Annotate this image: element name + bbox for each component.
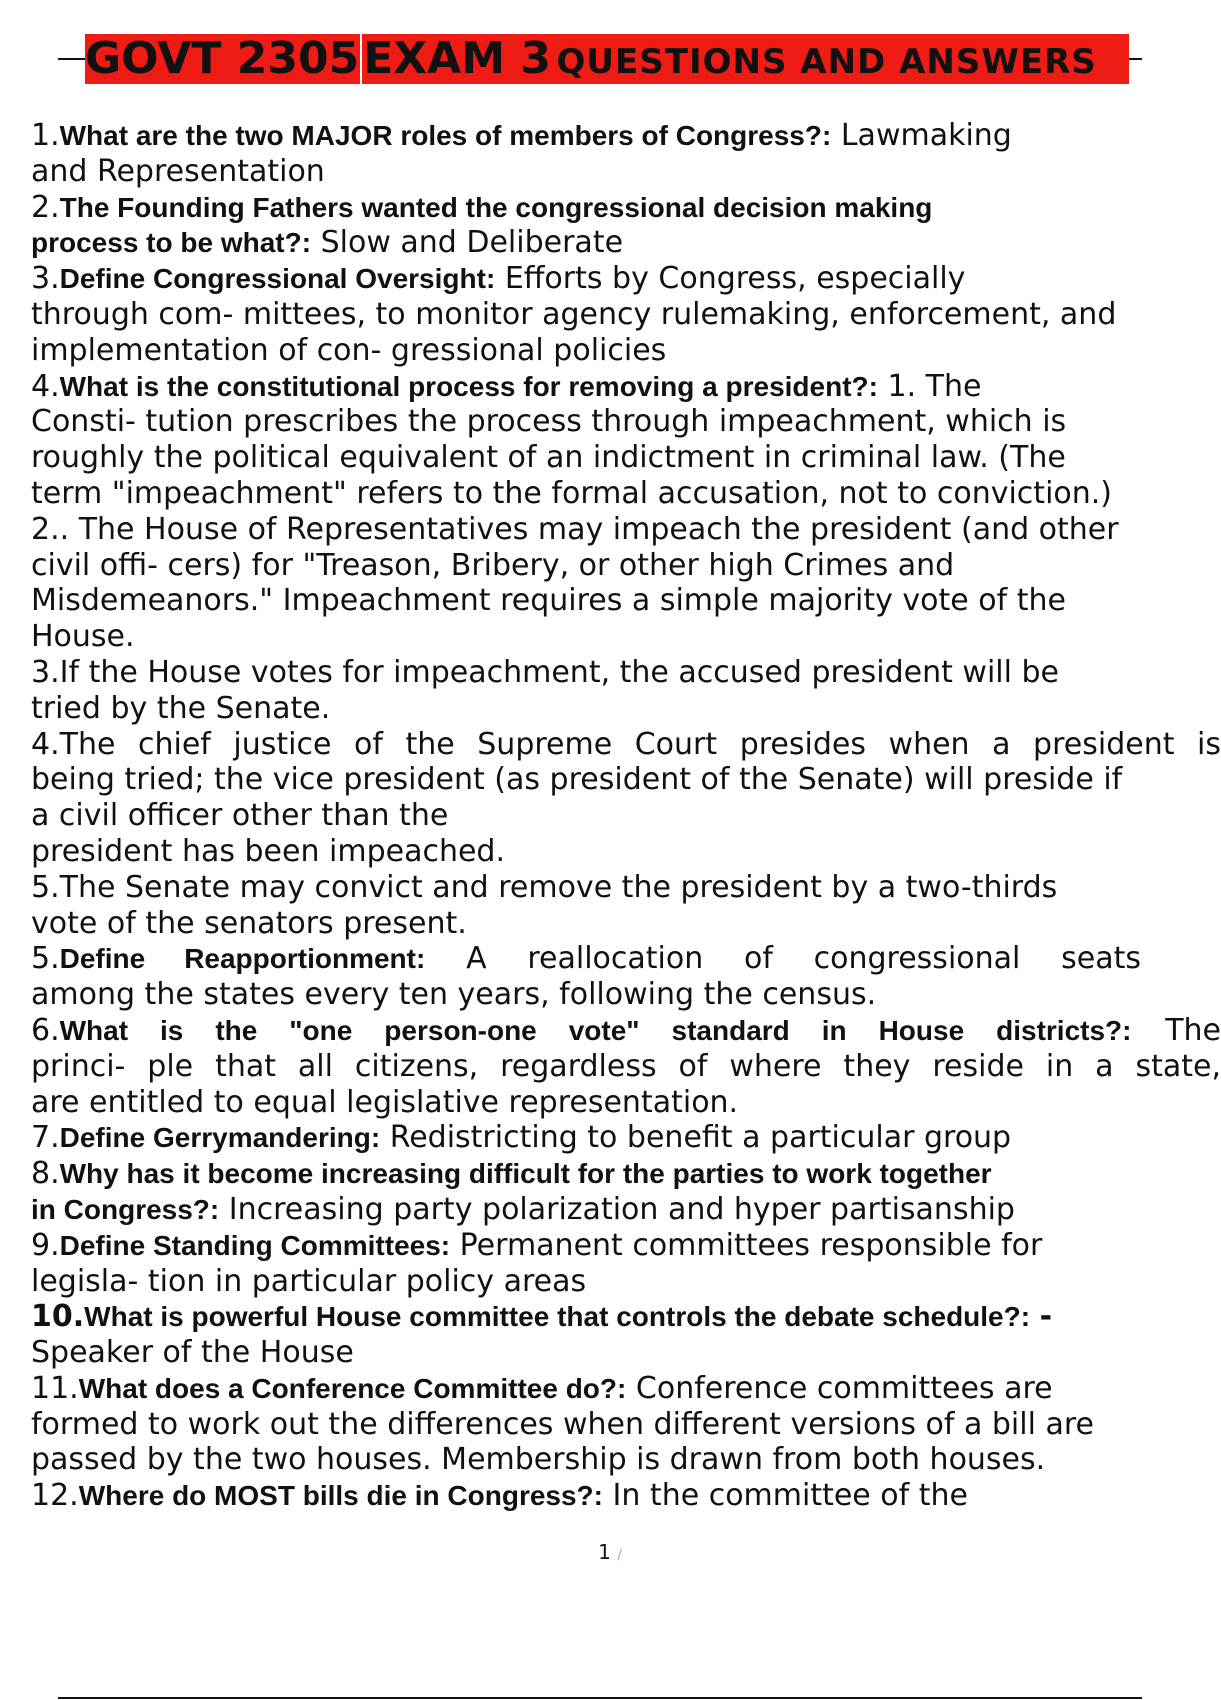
answer-line: tried by the Senate. <box>31 690 331 726</box>
answer-line: princi- ple that all citizens, regardless of where they reside in a state, <box>31 1048 1221 1084</box>
title-exam: EXAM 3 <box>363 33 551 84</box>
question-text: Define Standing Committees: <box>59 1229 451 1261</box>
list-item: 1.What are the two MAJOR roles of members of Congress?: Lawmaking <box>31 118 1012 153</box>
answer-text: 1. The <box>887 368 982 404</box>
answer-line: legisla- tion in particular policy areas <box>31 1263 587 1299</box>
question-text: What is the constitutional process for removing a president?: <box>59 370 878 402</box>
answer-text: Redistricting to benefit a particular group <box>389 1120 1012 1156</box>
list-item-cont <box>31 1192 1221 1228</box>
answer-line: roughly the political equivalent of an indictment in criminal law. (The <box>31 440 1066 476</box>
answer-line: term "impeachment" refers to the formal accusation, not to conviction.) <box>31 475 1113 511</box>
question-text: in Congress?: <box>31 1193 220 1225</box>
list-item: 4.What is the constitutional process for removing a president?: 1. The <box>31 368 982 404</box>
list-item: 7.Define Gerrymandering: Redistricting to benefit a particular group <box>31 1120 1012 1156</box>
list-item: 11.What does a Conference Committee do?: Conference committees are <box>31 1370 1053 1406</box>
answer-line: formed to work out the differences when different versions of a bill are <box>31 1406 1094 1442</box>
list-item: 2.The Founding Fathers wanted the congressional decision making <box>31 189 933 225</box>
question-text: Define Reapportionment: <box>59 943 426 975</box>
answer-line: through com- mittees, to monitor agency rulemaking, enforcement, and <box>31 296 1117 332</box>
answer-line: civil offi- cers) for "Treason, Bribery, or other high Crimes and <box>31 547 955 583</box>
answer-line: and Representation <box>31 153 325 189</box>
answer-text: Slow and Deliberate <box>320 225 624 261</box>
answer-text: - <box>1039 1299 1053 1335</box>
answer-line: are entitled to equal legislative representation. <box>31 1084 739 1120</box>
list-item: 3.Define Congressional Oversight: Efforts by Congress, especially <box>31 261 966 297</box>
answer-line: Misdemeanors." Impeachment requires a simple majority vote of the <box>31 583 1066 619</box>
question-text: Why has it become increasing difficult for the parties to work together <box>59 1158 992 1190</box>
page-number: 1 / <box>598 1540 622 1564</box>
title-separator <box>360 34 362 84</box>
list-item-cont <box>31 225 1221 261</box>
question-text: process to be what?: <box>31 227 312 259</box>
question-text: Define Congressional Oversight: <box>59 263 496 295</box>
answer-text: A reallocation of congressional seats <box>466 941 1141 977</box>
title-subtitle: QUESTIONS AND ANSWERS <box>556 42 1097 82</box>
list-item: 5.Define Reapportionment: A reallocation of congressional seats <box>31 941 1141 977</box>
answer-line: 2.. The House of Representatives may impeach the president (and other <box>31 511 1119 547</box>
list-item: 9.Define Standing Committees: Permanent committees responsible for <box>31 1227 1043 1263</box>
answer-line: a civil officer other than the <box>31 798 449 834</box>
answer-text: Lawmaking <box>840 118 1012 153</box>
answer-line: House. <box>31 619 135 655</box>
answer-text: Permanent committees responsible for <box>459 1227 1043 1263</box>
answer-text: The <box>1165 1012 1221 1048</box>
answer-line: implementation of con- gressional policies <box>31 332 667 368</box>
answer-line: Consti- tution prescribes the process through impeachment, which is <box>31 404 1067 440</box>
title-highlight <box>85 34 1129 84</box>
answer-line: president has been impeached. <box>31 833 506 869</box>
answer-line: 5.The Senate may convict and remove the president by a two-thirds <box>31 869 1058 905</box>
list-item: 6.What is the "one person-one vote" standard in House districts?: The <box>31 1012 1221 1048</box>
question-text: The Founding Fathers wanted the congressional decision making <box>59 191 933 223</box>
title-course: GOVT 2305 <box>85 33 360 84</box>
question-text: What is powerful House committee that controls the debate schedule?: <box>84 1301 1031 1333</box>
answer-line: passed by the two houses. Membership is drawn from both houses. <box>31 1442 1046 1478</box>
answer-line: Speaker of the House <box>31 1335 354 1371</box>
question-text: Define Gerrymandering: <box>59 1122 381 1154</box>
answer-text: Efforts by Congress, especially <box>504 261 966 297</box>
answer-line: vote of the senators present. <box>31 905 467 941</box>
question-text: What are the two MAJOR roles of members of Congress?: <box>59 120 832 151</box>
answer-text: Conference committees are <box>635 1370 1053 1406</box>
answer-line: among the states every ten years, following the census. <box>31 977 877 1013</box>
list-item: 10.What is powerful House committee that controls the debate schedule?: - <box>31 1299 1053 1335</box>
answer-line: being tried; the vice president (as president of the Senate) will preside if <box>31 762 1123 798</box>
question-text: What does a Conference Committee do?: <box>78 1372 627 1404</box>
list-item: 8.Why has it become increasing difficult for the parties to work together <box>31 1156 992 1192</box>
answer-line: 4.The chief justice of the Supreme Court presides when a president is <box>31 726 1221 762</box>
answer-line: 3.If the House votes for impeachment, the accused president will be <box>31 654 1059 690</box>
answer-text: In the committee of the <box>612 1478 968 1514</box>
page-number-slash: / <box>617 1547 622 1563</box>
answer-text: Increasing party polarization and hyper partisanship <box>228 1191 1015 1227</box>
qa-list <box>31 118 1221 1514</box>
question-text: Where do MOST bills die in Congress?: <box>78 1480 603 1512</box>
page-bottom-rule <box>58 1697 1142 1699</box>
document-title <box>0 32 1200 88</box>
question-text: What is the "one person-one vote" standard in House districts?: <box>59 1014 1132 1046</box>
list-item: 12.Where do MOST bills die in Congress?: In the committee of the <box>31 1478 968 1514</box>
